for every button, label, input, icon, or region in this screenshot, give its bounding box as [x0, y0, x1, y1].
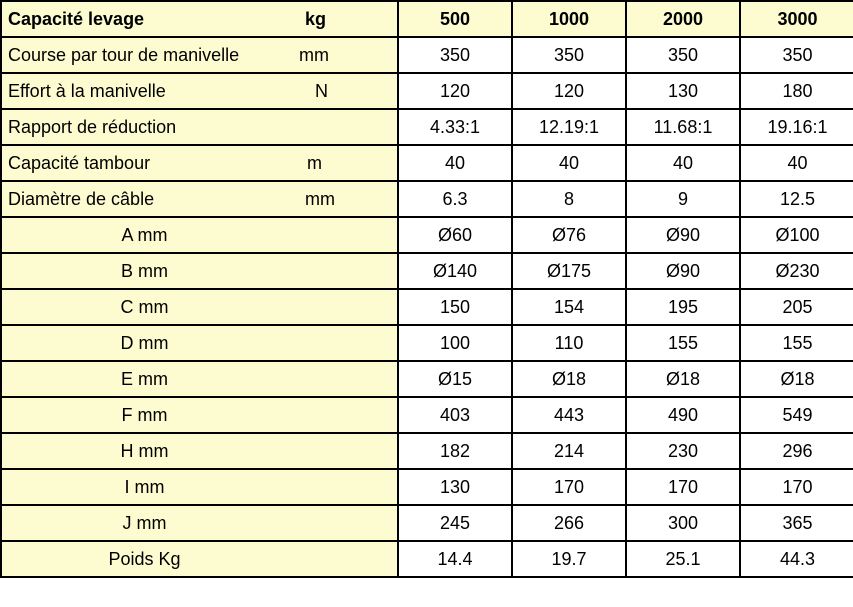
header-capacity-cell: 500 — [398, 1, 512, 37]
value-cell: 8 — [512, 181, 626, 217]
value-cell: 155 — [740, 325, 853, 361]
row-label: J mm — [122, 512, 167, 533]
header-capacity-cell: 2000 — [626, 1, 740, 37]
table-row — [1, 469, 853, 505]
row-label: A mm — [121, 224, 168, 245]
value-cell: 245 — [398, 505, 512, 541]
row-label: F mm — [121, 404, 168, 425]
table-row — [1, 181, 853, 217]
value-cell: Ø18 — [740, 361, 853, 397]
row-label: I mm — [124, 476, 165, 497]
row-label: Diamètre de câble — [8, 188, 155, 209]
row-label-cell — [1, 505, 398, 541]
value-cell: 11.68:1 — [626, 109, 740, 145]
value-cell: 6.3 — [398, 181, 512, 217]
value-cell: 40 — [398, 145, 512, 181]
value-cell: 12.19:1 — [512, 109, 626, 145]
value-cell: 154 — [512, 289, 626, 325]
value-cell: 12.5 — [740, 181, 853, 217]
row-label-cell — [1, 541, 398, 577]
row-label: Rapport de réduction — [8, 116, 177, 137]
header-capacity-cell: 3000 — [740, 1, 853, 37]
row-label-cell — [1, 361, 398, 397]
value-cell: 19.16:1 — [740, 109, 853, 145]
row-label-cell — [1, 433, 398, 469]
row-label-cell — [1, 37, 398, 73]
value-cell: 180 — [740, 73, 853, 109]
value-cell: Ø100 — [740, 217, 853, 253]
table-row — [1, 397, 853, 433]
value-cell: 9 — [626, 181, 740, 217]
row-label: H mm — [120, 440, 169, 461]
row-unit: m — [307, 152, 322, 173]
value-cell: 266 — [512, 505, 626, 541]
value-cell: 120 — [398, 73, 512, 109]
row-label-cell — [1, 181, 398, 217]
table-row — [1, 289, 853, 325]
value-cell: 230 — [626, 433, 740, 469]
value-cell: 40 — [626, 145, 740, 181]
row-label-cell — [1, 325, 398, 361]
value-cell: Ø90 — [626, 253, 740, 289]
value-cell: 296 — [740, 433, 853, 469]
value-cell: Ø175 — [512, 253, 626, 289]
value-cell: 195 — [626, 289, 740, 325]
value-cell: 170 — [626, 469, 740, 505]
value-cell: 150 — [398, 289, 512, 325]
value-cell: 14.4 — [398, 541, 512, 577]
value-cell: 182 — [398, 433, 512, 469]
row-unit: mm — [305, 188, 335, 209]
value-cell: 120 — [512, 73, 626, 109]
header-label-cell — [1, 1, 398, 37]
value-cell: Ø230 — [740, 253, 853, 289]
value-cell: 44.3 — [740, 541, 853, 577]
value-cell: 130 — [398, 469, 512, 505]
value-cell: 300 — [626, 505, 740, 541]
value-cell: 214 — [512, 433, 626, 469]
value-cell: 350 — [512, 37, 626, 73]
value-cell: 170 — [512, 469, 626, 505]
row-label-cell — [1, 217, 398, 253]
table-row — [1, 217, 853, 253]
value-cell: 403 — [398, 397, 512, 433]
row-label-cell — [1, 289, 398, 325]
value-cell: 443 — [512, 397, 626, 433]
header-unit: kg — [305, 8, 327, 29]
value-cell: 100 — [398, 325, 512, 361]
row-label-cell — [1, 109, 398, 145]
row-label: Poids Kg — [108, 548, 181, 569]
table-row — [1, 37, 853, 73]
value-cell: Ø15 — [398, 361, 512, 397]
value-cell: 110 — [512, 325, 626, 361]
table-body — [1, 1, 853, 577]
table-row — [1, 145, 853, 181]
value-cell: 40 — [512, 145, 626, 181]
header-label: Capacité levage — [8, 8, 145, 29]
value-cell: 25.1 — [626, 541, 740, 577]
row-label: D mm — [120, 332, 169, 353]
value-cell: 19.7 — [512, 541, 626, 577]
row-label-cell — [1, 397, 398, 433]
table-row — [1, 433, 853, 469]
value-cell: 350 — [626, 37, 740, 73]
value-cell: Ø90 — [626, 217, 740, 253]
value-cell: 130 — [626, 73, 740, 109]
row-label-cell — [1, 469, 398, 505]
table-row — [1, 109, 853, 145]
table-row — [1, 73, 853, 109]
row-label-cell — [1, 73, 398, 109]
value-cell: 365 — [740, 505, 853, 541]
table-row — [1, 325, 853, 361]
header-capacity-cell: 1000 — [512, 1, 626, 37]
row-unit: mm — [299, 44, 329, 65]
value-cell: 490 — [626, 397, 740, 433]
value-cell: 350 — [740, 37, 853, 73]
row-unit: N — [315, 80, 328, 101]
row-label: Effort à la manivelle — [8, 80, 166, 101]
table-row — [1, 253, 853, 289]
row-label: E mm — [121, 368, 168, 389]
value-cell: Ø140 — [398, 253, 512, 289]
value-cell: Ø76 — [512, 217, 626, 253]
value-cell: Ø60 — [398, 217, 512, 253]
row-label: B mm — [121, 260, 168, 281]
row-label: Course par tour de manivelle — [8, 44, 240, 65]
table-row — [1, 505, 853, 541]
table-row — [1, 361, 853, 397]
row-label-cell — [1, 253, 398, 289]
row-label-cell — [1, 145, 398, 181]
value-cell: Ø18 — [626, 361, 740, 397]
value-cell: 4.33:1 — [398, 109, 512, 145]
value-cell: 205 — [740, 289, 853, 325]
value-cell: 40 — [740, 145, 853, 181]
value-cell: Ø18 — [512, 361, 626, 397]
value-cell: 350 — [398, 37, 512, 73]
table-row — [1, 541, 853, 577]
header-row — [1, 1, 853, 37]
row-label: Capacité tambour — [8, 152, 151, 173]
value-cell: 170 — [740, 469, 853, 505]
row-label: C mm — [120, 296, 169, 317]
value-cell: 549 — [740, 397, 853, 433]
value-cell: 155 — [626, 325, 740, 361]
